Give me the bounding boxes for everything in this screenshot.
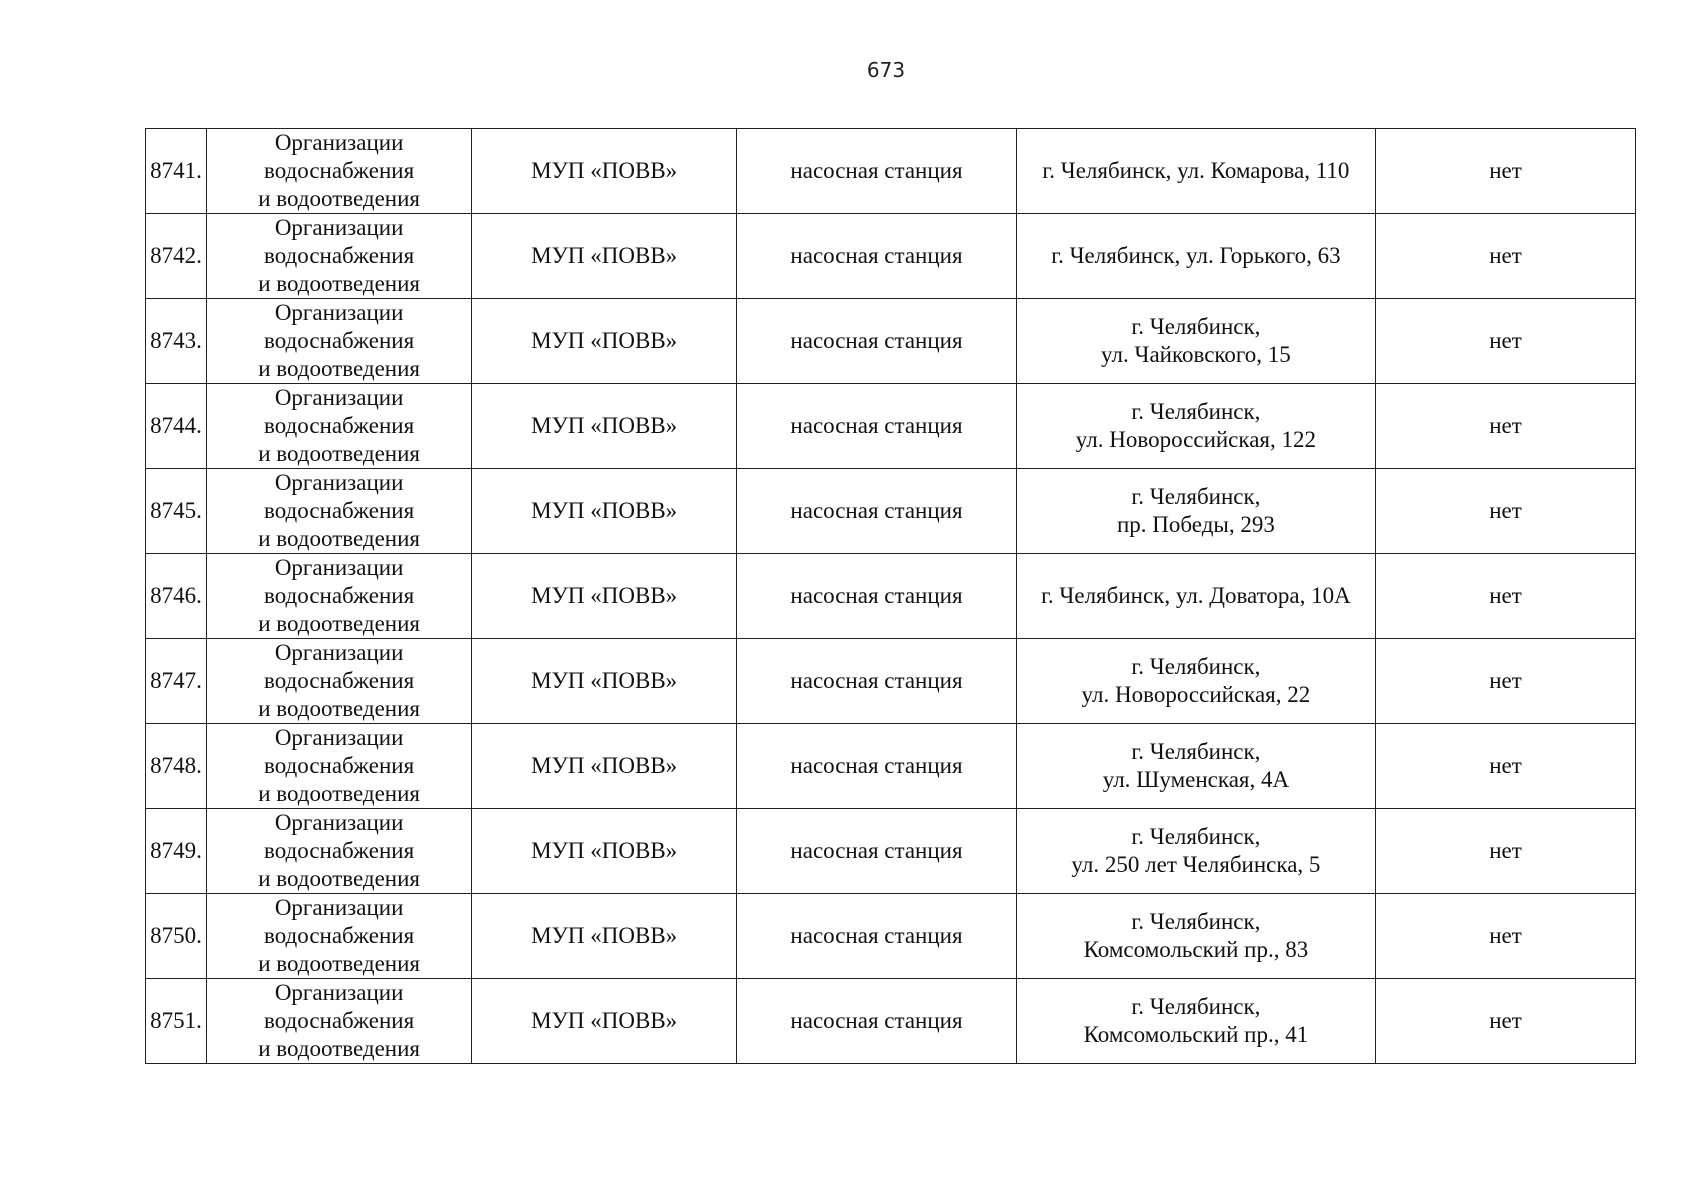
row-number-cell: 8748.	[146, 724, 207, 809]
organization-type-cell	[207, 129, 472, 214]
organization-type-line: и водоотведения	[258, 696, 420, 721]
organization-type-line: водоснабжения	[264, 328, 415, 353]
address-cell	[1016, 894, 1375, 979]
address-cell	[1016, 129, 1375, 214]
organization-type-line: Организации	[274, 640, 404, 665]
organization-type-cell	[207, 299, 472, 384]
organization-type-line: водоснабжения	[264, 838, 415, 863]
table-row	[146, 129, 1636, 214]
address-cell	[1016, 469, 1375, 554]
row-number-cell: 8746.	[146, 554, 207, 639]
organization-type-line: Организации	[274, 470, 404, 495]
organization-type-cell	[207, 979, 472, 1064]
address-cell	[1016, 809, 1375, 894]
facility-type-cell: насосная станция	[737, 384, 1017, 469]
status-cell: нет	[1376, 554, 1636, 639]
organization-type-line: Организации	[274, 130, 404, 155]
table-row	[146, 724, 1636, 809]
organization-type-line: и водоотведения	[258, 441, 420, 466]
row-number-cell: 8744.	[146, 384, 207, 469]
page-number: 673	[866, 58, 906, 82]
facility-type-cell: насосная станция	[737, 469, 1017, 554]
organization-type-cell	[207, 469, 472, 554]
row-number-cell: 8751.	[146, 979, 207, 1064]
organization-type-line: и водоотведения	[258, 186, 420, 211]
row-number-cell: 8745.	[146, 469, 207, 554]
entity-cell: МУП «ПОВВ»	[472, 554, 737, 639]
organization-type-line: Организации	[274, 300, 404, 325]
address-cell	[1016, 554, 1375, 639]
organization-type-line: водоснабжения	[264, 923, 415, 948]
status-cell: нет	[1376, 469, 1636, 554]
organization-type-line: Организации	[274, 385, 404, 410]
table-row	[146, 384, 1636, 469]
facility-type-cell: насосная станция	[737, 724, 1017, 809]
table-row	[146, 979, 1636, 1064]
address-line: г. Челябинск, ул. Доватора, 10А	[1041, 583, 1351, 608]
status-cell: нет	[1376, 894, 1636, 979]
address-line: г. Челябинск,	[1131, 654, 1261, 679]
address-line: г. Челябинск,	[1131, 824, 1261, 849]
status-cell: нет	[1376, 724, 1636, 809]
organization-type-line: и водоотведения	[258, 1036, 420, 1061]
entity-cell: МУП «ПОВВ»	[472, 724, 737, 809]
organization-type-line: и водоотведения	[258, 866, 420, 891]
organization-type-line: водоснабжения	[264, 753, 415, 778]
address-line: г. Челябинск, ул. Горького, 63	[1051, 243, 1341, 268]
status-cell: нет	[1376, 639, 1636, 724]
organization-type-line: водоснабжения	[264, 498, 415, 523]
address-line: г. Челябинск,	[1131, 909, 1261, 934]
address-line: г. Челябинск,	[1131, 399, 1261, 424]
address-cell	[1016, 299, 1375, 384]
organization-type-line: и водоотведения	[258, 526, 420, 551]
entity-cell: МУП «ПОВВ»	[472, 129, 737, 214]
row-number-cell: 8747.	[146, 639, 207, 724]
registry-table	[145, 128, 1636, 1064]
entity-cell: МУП «ПОВВ»	[472, 384, 737, 469]
table-row	[146, 554, 1636, 639]
table-row	[146, 809, 1636, 894]
organization-type-line: и водоотведения	[258, 781, 420, 806]
organization-type-line: Организации	[274, 555, 404, 580]
status-cell: нет	[1376, 384, 1636, 469]
organization-type-cell	[207, 384, 472, 469]
address-cell	[1016, 979, 1375, 1064]
facility-type-cell: насосная станция	[737, 809, 1017, 894]
organization-type-line: водоснабжения	[264, 1008, 415, 1033]
row-number-cell: 8741.	[146, 129, 207, 214]
organization-type-line: Организации	[274, 725, 404, 750]
organization-type-line: и водоотведения	[258, 611, 420, 636]
entity-cell: МУП «ПОВВ»	[472, 809, 737, 894]
organization-type-line: Организации	[274, 980, 404, 1005]
address-line: ул. Шуменская, 4А	[1102, 767, 1290, 792]
facility-type-cell: насосная станция	[737, 299, 1017, 384]
entity-cell: МУП «ПОВВ»	[472, 894, 737, 979]
row-number-cell: 8742.	[146, 214, 207, 299]
organization-type-line: и водоотведения	[258, 271, 420, 296]
address-line: г. Челябинск,	[1131, 484, 1261, 509]
address-line: ул. Новороссийская, 122	[1075, 427, 1317, 452]
table-row	[146, 639, 1636, 724]
address-line: ул. 250 лет Челябинска, 5	[1071, 852, 1321, 877]
facility-type-cell: насосная станция	[737, 894, 1017, 979]
organization-type-cell	[207, 809, 472, 894]
entity-cell: МУП «ПОВВ»	[472, 299, 737, 384]
address-line: Комсомольский пр., 41	[1083, 1022, 1309, 1047]
entity-cell: МУП «ПОВВ»	[472, 214, 737, 299]
organization-type-line: водоснабжения	[264, 668, 415, 693]
status-cell: нет	[1376, 809, 1636, 894]
address-cell	[1016, 384, 1375, 469]
organization-type-line: Организации	[274, 810, 404, 835]
address-line: г. Челябинск,	[1131, 314, 1261, 339]
entity-cell: МУП «ПОВВ»	[472, 639, 737, 724]
table-row	[146, 469, 1636, 554]
entity-cell: МУП «ПОВВ»	[472, 979, 737, 1064]
facility-type-cell: насосная станция	[737, 129, 1017, 214]
organization-type-line: водоснабжения	[264, 583, 415, 608]
address-line: Комсомольский пр., 83	[1083, 937, 1309, 962]
row-number-cell: 8743.	[146, 299, 207, 384]
address-line: г. Челябинск, ул. Комарова, 110	[1042, 158, 1350, 183]
organization-type-line: и водоотведения	[258, 951, 420, 976]
organization-type-cell	[207, 894, 472, 979]
organization-type-line: Организации	[274, 215, 404, 240]
address-cell	[1016, 214, 1375, 299]
status-cell: нет	[1376, 129, 1636, 214]
organization-type-cell	[207, 554, 472, 639]
facility-type-cell: насосная станция	[737, 639, 1017, 724]
table-row	[146, 299, 1636, 384]
facility-type-cell: насосная станция	[737, 979, 1017, 1064]
address-line: ул. Чайковского, 15	[1101, 342, 1291, 367]
address-line: пр. Победы, 293	[1116, 512, 1275, 537]
status-cell: нет	[1376, 979, 1636, 1064]
address-cell	[1016, 639, 1375, 724]
entity-cell: МУП «ПОВВ»	[472, 469, 737, 554]
organization-type-cell	[207, 214, 472, 299]
status-cell: нет	[1376, 214, 1636, 299]
organization-type-line: и водоотведения	[258, 356, 420, 381]
table-row	[146, 214, 1636, 299]
organization-type-cell	[207, 639, 472, 724]
address-line: г. Челябинск,	[1131, 739, 1261, 764]
organization-type-line: водоснабжения	[264, 243, 415, 268]
address-cell	[1016, 724, 1375, 809]
status-cell: нет	[1376, 299, 1636, 384]
table-row	[146, 894, 1636, 979]
organization-type-cell	[207, 724, 472, 809]
row-number-cell: 8749.	[146, 809, 207, 894]
organization-type-line: Организации	[274, 895, 404, 920]
address-line: г. Челябинск,	[1131, 994, 1261, 1019]
facility-type-cell: насосная станция	[737, 214, 1017, 299]
address-line: ул. Новороссийская, 22	[1081, 682, 1311, 707]
row-number-cell: 8750.	[146, 894, 207, 979]
facility-type-cell: насосная станция	[737, 554, 1017, 639]
registry-table-body	[146, 129, 1636, 1064]
organization-type-line: водоснабжения	[264, 413, 415, 438]
organization-type-line: водоснабжения	[264, 158, 415, 183]
